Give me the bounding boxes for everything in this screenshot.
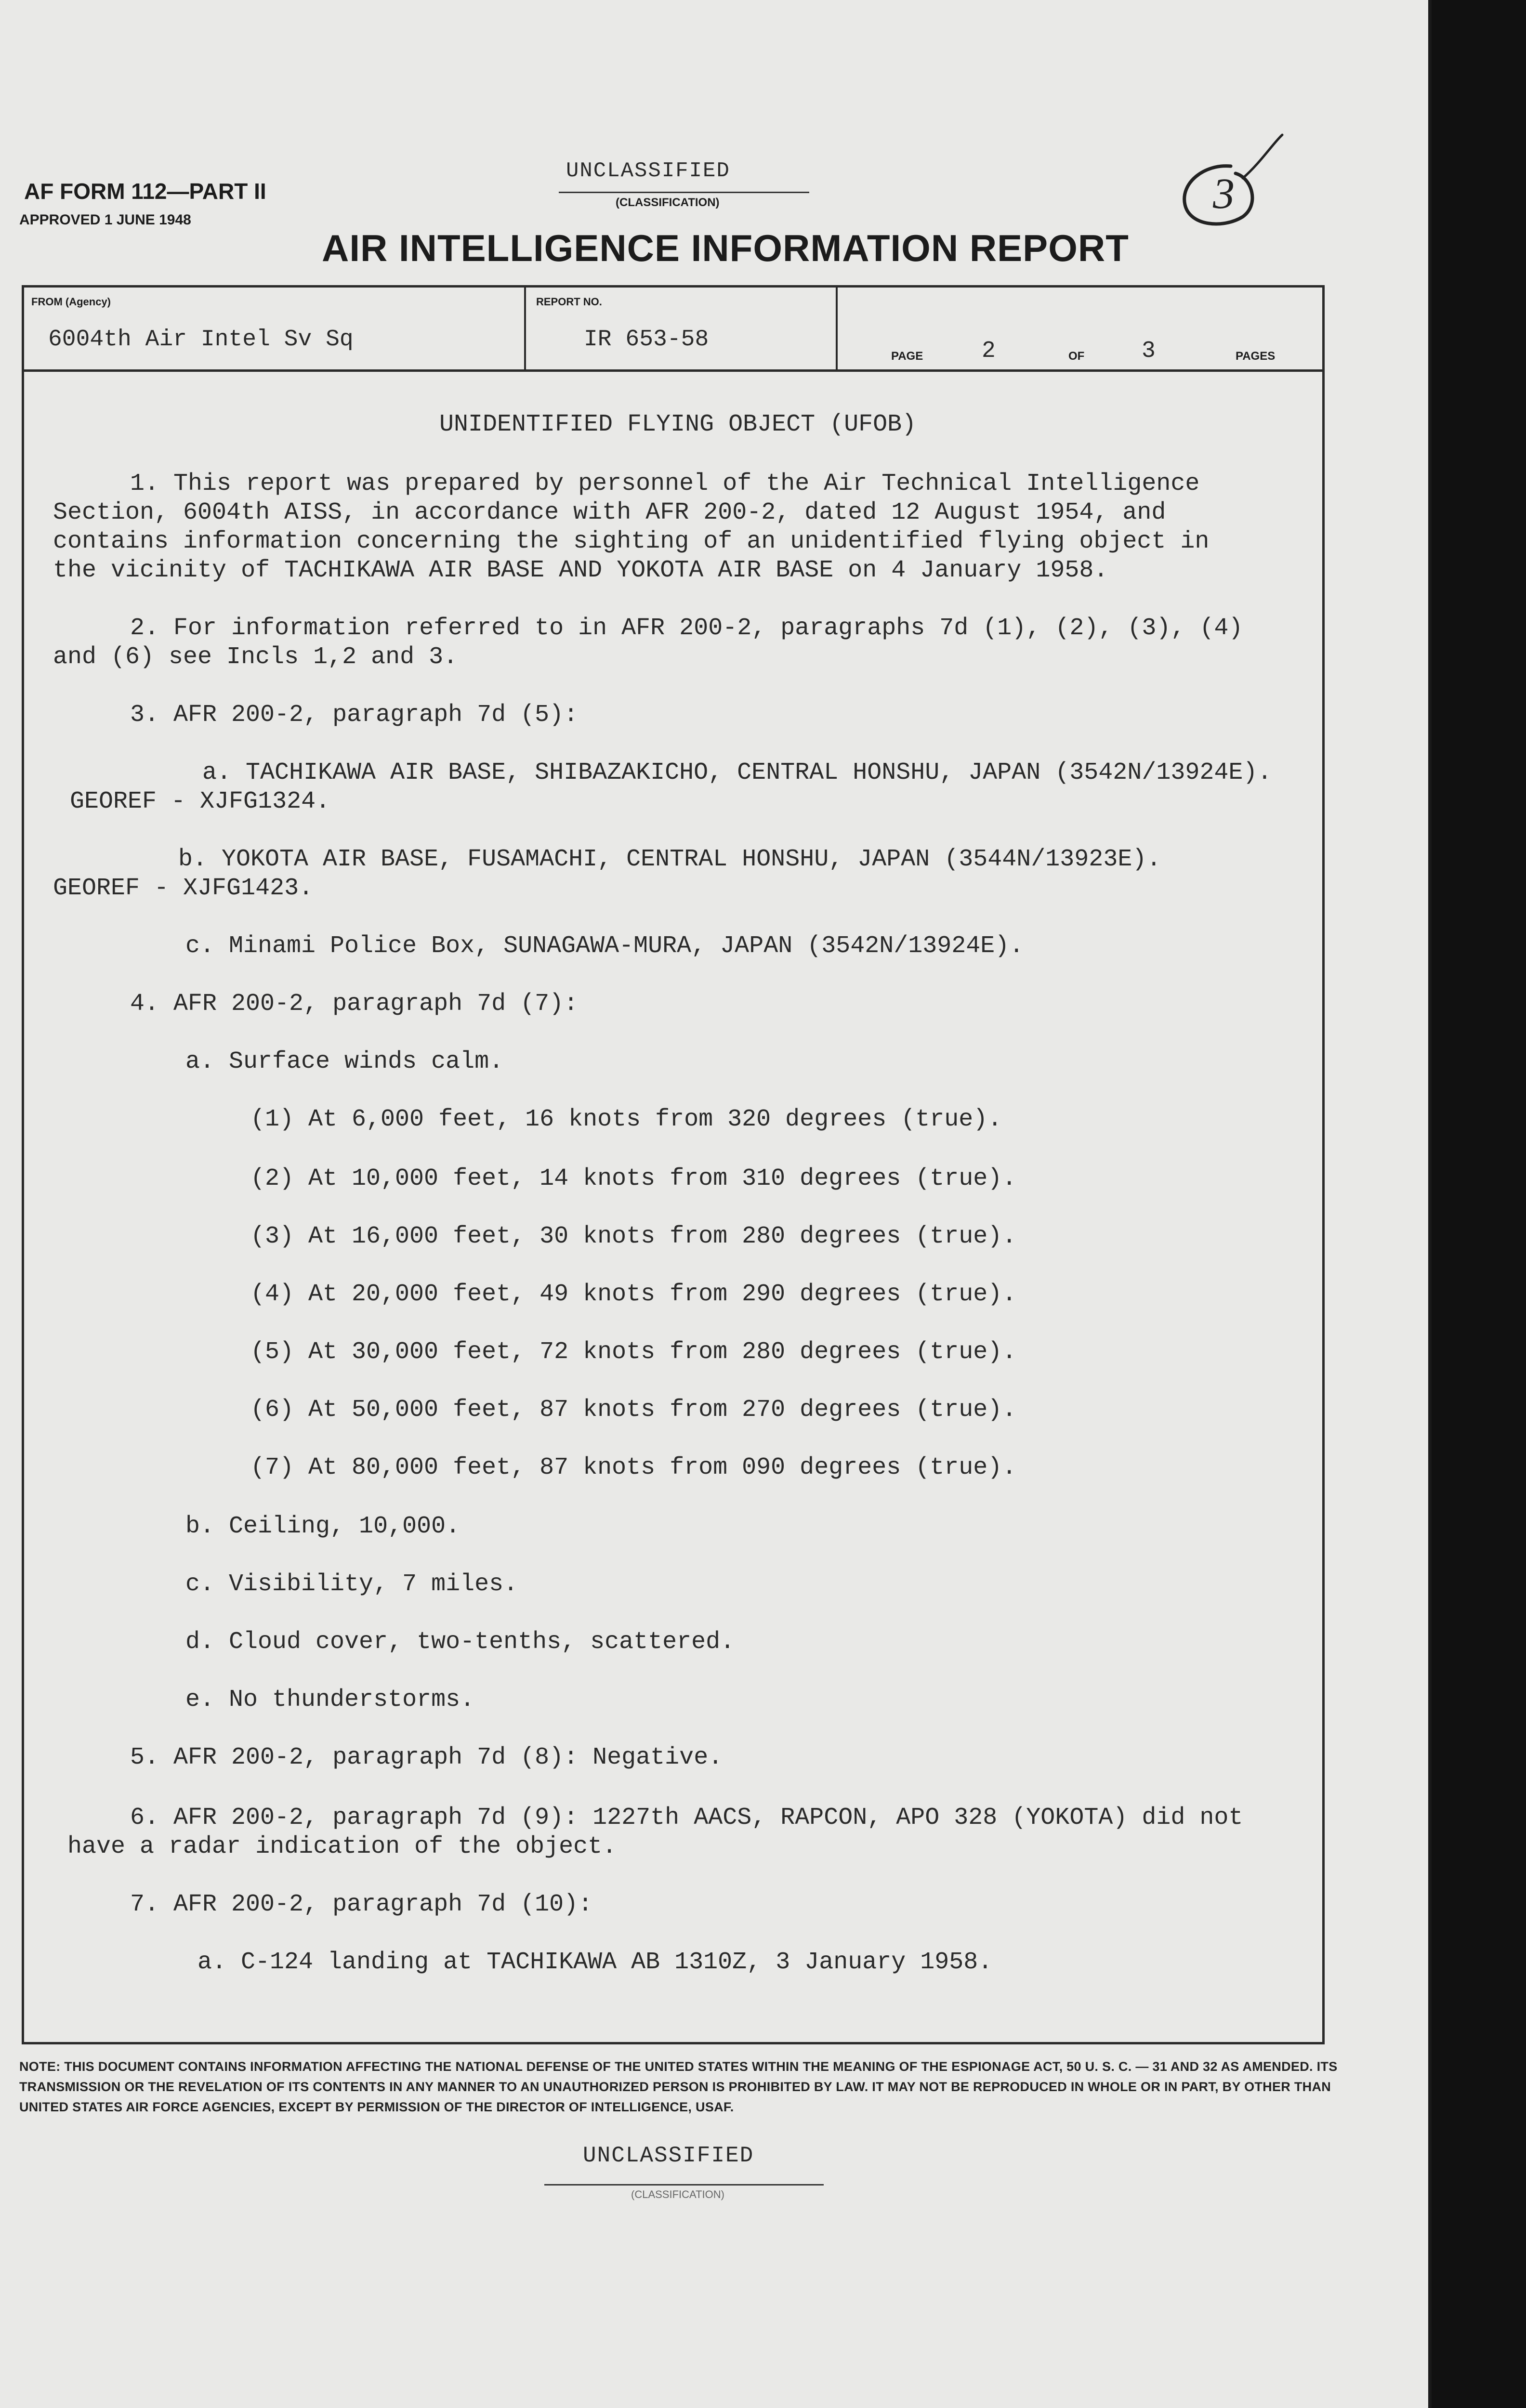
- paragraph-1-line: contains information concerning the sighting of an unidentified flying object in: [53, 528, 1210, 555]
- paragraph-3a-line: GEOREF - XJFG1324.: [70, 788, 330, 815]
- paragraph-4: 4. AFR 200-2, paragraph 7d (7):: [130, 990, 579, 1018]
- paragraph-2-line: 2. For information referred to in AFR 200-2, paragraphs 7d (1), (2), (3), (4): [130, 615, 1243, 642]
- form-id: AF FORM 112—PART II: [24, 179, 266, 204]
- espionage-act-notice: NOTE: THIS DOCUMENT CONTAINS INFORMATION AFFECTING THE NATIONAL DEFENSE OF THE UNITED STATES WITHIN THE MEANING OF THE ESPIONAGE ACT, 50 U. S. C. — 31 AND 32 AS AMENDED. ITS TRANSMISSION OR THE REVELATION OF ITS CONTENTS IN ANY MANNER TO AN UNAUTHORIZED PERSON IS PROHIBITED BY LAW. IT MAY NOT BE REPRODUCED IN WHOLE OR IN PART, BY OTHER THAN UNITED STATES AIR FORCE AGENCIES, EXCEPT BY PERMISSION OF THE DIRECTOR OF INTELLIGENCE, USAF.: [19, 2059, 1338, 2114]
- paragraph-1-line: Section, 6004th AISS, in accordance with AFR 200-2, dated 12 August 1954, and: [53, 499, 1166, 526]
- wind-level-row: (2) At 10,000 feet, 14 knots from 310 degrees (true).: [250, 1165, 1017, 1192]
- paragraph-4c: c. Visibility, 7 miles.: [185, 1570, 518, 1598]
- wind-level-row: (1) At 6,000 feet, 16 knots from 320 degrees (true).: [250, 1106, 1002, 1133]
- paragraph-3c: c. Minami Police Box, SUNAGAWA-MURA, JAPAN (3542N/13924E).: [185, 932, 1024, 960]
- paragraph-3a-line: a. TACHIKAWA AIR BASE, SHIBAZAKICHO, CENTRAL HONSHU, JAPAN (3542N/13924E).: [202, 759, 1272, 786]
- page-number: 2: [982, 338, 996, 364]
- wind-level-row: (6) At 50,000 feet, 87 knots from 270 degrees (true).: [250, 1396, 1017, 1424]
- page-total: 3: [1142, 338, 1156, 364]
- circled-page-number: [1171, 125, 1286, 260]
- paragraph-3b-line: b. YOKOTA AIR BASE, FUSAMACHI, CENTRAL HONSHU, JAPAN (3544N/13923E).: [178, 846, 1161, 873]
- paragraph-4b: b. Ceiling, 10,000.: [185, 1513, 460, 1540]
- header-divider: [836, 285, 838, 372]
- paragraph-6-line: 6. AFR 200-2, paragraph 7d (9): 1227th AACS, RAPCON, APO 328 (YOKOTA) did not: [130, 1804, 1243, 1832]
- header-divider: [524, 285, 526, 372]
- classification-top-label: (CLASSIFICATION): [616, 196, 720, 209]
- wind-level-row: (5) At 30,000 feet, 72 knots from 280 degrees (true).: [250, 1338, 1017, 1366]
- report-title: AIR INTELLIGENCE INFORMATION REPORT: [322, 227, 1129, 269]
- form-approved-date: APPROVED 1 JUNE 1948: [19, 212, 191, 228]
- paragraph-1-line: 1. This report was prepared by personnel of the Air Technical Intelligence: [130, 470, 1200, 497]
- paragraph-3: 3. AFR 200-2, paragraph 7d (5):: [130, 701, 579, 729]
- pages-label: PAGES: [1236, 350, 1276, 363]
- paragraph-1-line: the vicinity of TACHIKAWA AIR BASE AND YOKOTA AIR BASE on 4 January 1958.: [53, 557, 1108, 584]
- from-label: FROM (Agency): [31, 296, 111, 308]
- classification-top-line: [559, 192, 809, 193]
- paragraph-3b-line: GEOREF - XJFG1423.: [53, 875, 314, 902]
- wind-level-row: (4) At 20,000 feet, 49 knots from 290 degrees (true).: [250, 1281, 1017, 1308]
- paragraph-4e: e. No thunderstorms.: [185, 1686, 475, 1714]
- paragraph-4a: a. Surface winds calm.: [185, 1048, 504, 1075]
- paragraph-6-line: have a radar indication of the object.: [67, 1833, 617, 1860]
- classification-bottom-label: (CLASSIFICATION): [631, 2188, 724, 2200]
- paragraph-2-line: and (6) see Incls 1,2 and 3.: [53, 643, 458, 671]
- paragraph-7: 7. AFR 200-2, paragraph 7d (10):: [130, 1891, 593, 1918]
- page-label: PAGE: [891, 350, 923, 363]
- classification-bottom: UNCLASSIFIED: [583, 2143, 754, 2168]
- report-no-label: REPORT NO.: [536, 296, 602, 308]
- paragraph-5: 5. AFR 200-2, paragraph 7d (8): Negative.: [130, 1744, 723, 1771]
- of-label: OF: [1068, 350, 1085, 363]
- report-number: IR 653-58: [584, 327, 709, 353]
- report-heading: UNIDENTIFIED FLYING OBJECT (UFOB): [439, 411, 917, 438]
- classification-bottom-line: [544, 2184, 824, 2186]
- circled-page-digit: 3: [1213, 170, 1235, 218]
- from-agency: 6004th Air Intel Sv Sq: [48, 327, 354, 353]
- classification-top: UNCLASSIFIED: [566, 159, 730, 183]
- wind-level-row: (7) At 80,000 feet, 87 knots from 090 degrees (true).: [250, 1454, 1017, 1481]
- paragraph-4d: d. Cloud cover, two-tenths, scattered.: [185, 1628, 735, 1656]
- paragraph-7a: a. C-124 landing at TACHIKAWA AB 1310Z, 3 January 1958.: [197, 1949, 993, 1976]
- wind-level-row: (3) At 16,000 feet, 30 knots from 280 degrees (true).: [250, 1223, 1017, 1250]
